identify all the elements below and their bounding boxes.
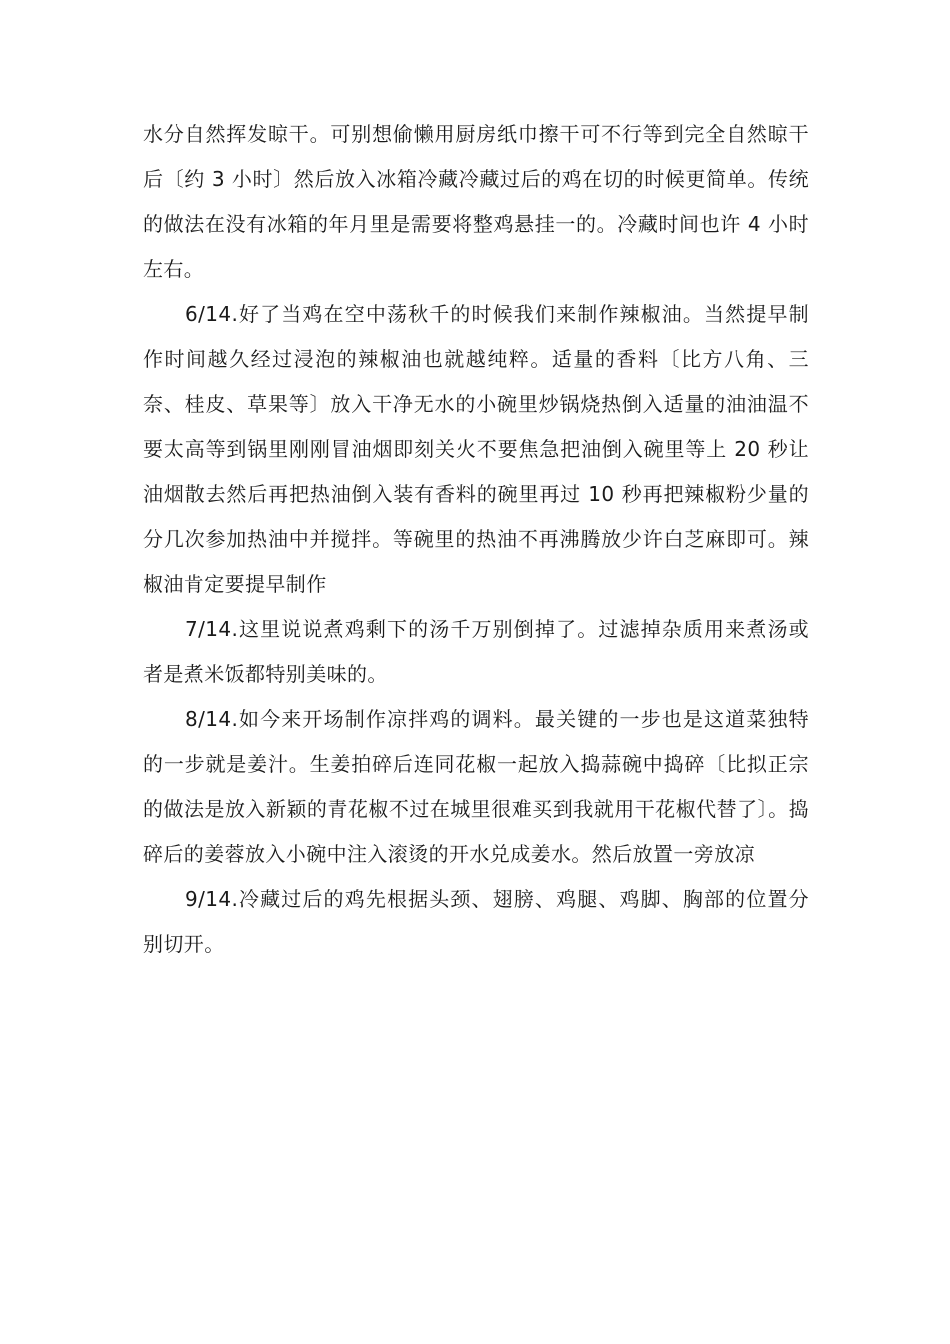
document-page xyxy=(143,112,809,967)
paragraph-step-9: 9/14.冷藏过后的鸡先根据头颈、翅膀、鸡腿、鸡脚、胸部的位置分别切开。 xyxy=(143,887,809,956)
paragraph-step-8: 8/14.如今来开场制作凉拌鸡的调料。最关键的一步也是这道菜独特的一步就是姜汁。生姜拍碎后连同花椒一起放入捣蒜碗中捣碎〔比拟正宗的做法是放入新颖的青花椒不过在城里很难买到我就用干花椒代替了〕。捣碎后的姜蓉放入小碗中注入滚烫的开水兑成姜水。然后放置一旁放凉 xyxy=(143,707,809,866)
paragraph-step-6: 6/14.好了当鸡在空中荡秋千的时候我们来制作辣椒油。当然提早制作时间越久经过浸泡的辣椒油也就越纯粹。适量的香料〔比方八角、三奈、桂皮、草果等〕放入干净无水的小碗里炒锅烧热倒入适量的油油温不要太高等到锅里刚刚冒油烟即刻关火不要焦急把油倒入碗里等上 20 秒让油烟散去然后再把热油倒入装有香料的碗里再过 10 秒再把辣椒粉少量的分几次参加热油中并搅拌。等碗里的热油不再沸腾放少许白芝麻即可。辣椒油肯定要提早制作 xyxy=(143,302,809,596)
paragraph-continuation: 水分自然挥发晾干。可别想偷懒用厨房纸巾擦干可不行等到完全自然晾干后〔约 3 小时〕然后放入冰箱冷藏冷藏过后的鸡在切的时候更简单。传统的做法在没有冰箱的年月里是需要将整鸡悬挂一的。冷藏时间也许 4 小时左右。 xyxy=(143,122,809,281)
paragraph-step-7: 7/14.这里说说煮鸡剩下的汤千万别倒掉了。过滤掉杂质用来煮汤或者是煮米饭都特别美味的。 xyxy=(143,617,809,686)
